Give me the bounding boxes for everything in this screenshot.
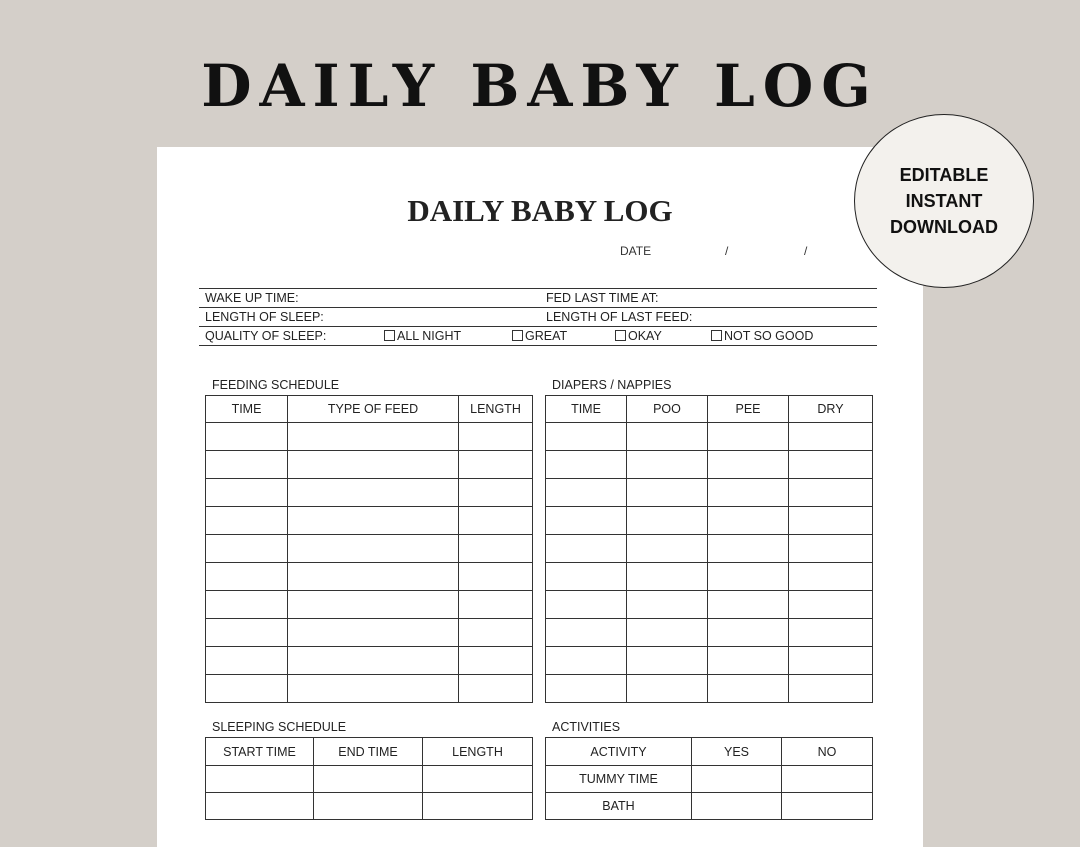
table-cell[interactable] [206, 619, 288, 647]
table-row [546, 451, 873, 479]
column-header: TYPE OF FEED [288, 396, 459, 423]
table-cell[interactable] [459, 619, 533, 647]
table-cell[interactable] [288, 479, 459, 507]
table-cell[interactable] [206, 451, 288, 479]
table-cell[interactable] [314, 766, 423, 793]
table-cell[interactable] [627, 563, 708, 591]
table-cell[interactable] [459, 479, 533, 507]
table-cell[interactable] [288, 507, 459, 535]
table-cell[interactable] [789, 451, 873, 479]
table-row [206, 793, 533, 820]
option-label: NOT SO GOOD [724, 329, 814, 343]
option-great[interactable] [512, 327, 567, 345]
table-header-row [206, 738, 533, 766]
table-row [546, 591, 873, 619]
feeding-table [205, 395, 533, 703]
table-row [206, 675, 533, 703]
table-cell[interactable] [206, 766, 314, 793]
table-cell[interactable] [288, 647, 459, 675]
table-cell[interactable] [789, 423, 873, 451]
checkbox-icon[interactable] [384, 330, 395, 341]
table-cell[interactable] [546, 619, 627, 647]
table-cell[interactable] [789, 619, 873, 647]
badge-line: EDITABLE [899, 165, 989, 185]
activities-label: ACTIVITIES [552, 720, 621, 734]
table-cell[interactable] [459, 675, 533, 703]
table-row [546, 423, 873, 451]
column-header: ACTIVITY [546, 738, 692, 766]
table-cell[interactable] [459, 535, 533, 563]
column-header: END TIME [314, 738, 423, 766]
column-header: NO [782, 738, 873, 766]
wake-up-time-label: WAKE UP TIME: [205, 291, 299, 305]
table-row [206, 647, 533, 675]
table-row [546, 647, 873, 675]
table-cell[interactable] [206, 479, 288, 507]
column-header: DRY [789, 396, 873, 423]
table-cell[interactable] [627, 423, 708, 451]
table-cell[interactable] [692, 793, 782, 820]
table-cell[interactable] [459, 563, 533, 591]
column-header: START TIME [206, 738, 314, 766]
table-cell[interactable] [206, 563, 288, 591]
table-row [206, 507, 533, 535]
table-row [546, 535, 873, 563]
table-header-row [206, 396, 533, 423]
table-cell[interactable] [546, 479, 627, 507]
option-label: GREAT [525, 329, 568, 343]
table-row [546, 766, 873, 793]
length-of-last-feed-label: LENGTH OF LAST FEED: [546, 310, 693, 324]
feeding-schedule-label: FEEDING SCHEDULE [212, 378, 340, 392]
table-cell[interactable] [708, 647, 789, 675]
table-cell[interactable] [288, 535, 459, 563]
checkbox-icon[interactable] [711, 330, 722, 341]
table-cell[interactable] [627, 675, 708, 703]
table-row [206, 563, 533, 591]
table-cell[interactable] [288, 619, 459, 647]
table-cell[interactable] [782, 793, 873, 820]
table-cell[interactable] [546, 423, 627, 451]
table-cell[interactable] [206, 423, 288, 451]
table-cell[interactable] [789, 647, 873, 675]
table-row [546, 507, 873, 535]
table-row [206, 535, 533, 563]
quality-of-sleep-label: QUALITY OF SLEEP: [205, 329, 327, 343]
column-header: TIME [546, 396, 627, 423]
table-cell[interactable] [708, 507, 789, 535]
table-cell[interactable] [288, 675, 459, 703]
column-header: PEE [708, 396, 789, 423]
badge-line: INSTANT [905, 191, 983, 211]
table-cell[interactable] [708, 591, 789, 619]
table-cell[interactable] [789, 591, 873, 619]
diapers-table [545, 395, 873, 703]
table-row [546, 619, 873, 647]
column-header: LENGTH [423, 738, 533, 766]
table-cell[interactable] [546, 647, 627, 675]
table-cell[interactable] [206, 591, 288, 619]
table-cell[interactable] [423, 766, 533, 793]
table-row [206, 766, 533, 793]
table-cell[interactable] [546, 563, 627, 591]
table-cell[interactable] [789, 535, 873, 563]
date-separator: / [725, 244, 729, 258]
option-label: ALL NIGHT [397, 329, 462, 343]
table-cell[interactable] [206, 675, 288, 703]
table-cell[interactable] [459, 507, 533, 535]
table-cell[interactable] [789, 675, 873, 703]
table-cell[interactable] [627, 619, 708, 647]
table-cell[interactable] [546, 591, 627, 619]
table-header-row [546, 396, 873, 423]
table-cell[interactable] [459, 591, 533, 619]
table-cell[interactable] [459, 451, 533, 479]
table-cell[interactable] [708, 451, 789, 479]
table-header-row [546, 738, 873, 766]
activity-name: TUMMY TIME [546, 766, 692, 793]
table-cell[interactable] [782, 766, 873, 793]
length-of-sleep-label: LENGTH OF SLEEP: [205, 310, 324, 324]
table-cell[interactable] [708, 619, 789, 647]
table-row [546, 563, 873, 591]
table-cell[interactable] [206, 535, 288, 563]
table-row [206, 591, 533, 619]
table-cell[interactable] [627, 451, 708, 479]
table-cell[interactable] [627, 479, 708, 507]
table-cell[interactable] [708, 423, 789, 451]
table-cell[interactable] [546, 451, 627, 479]
sleeping-table [205, 737, 533, 820]
table-cell[interactable] [288, 591, 459, 619]
option-all-night[interactable] [384, 327, 461, 345]
table-row [206, 619, 533, 647]
option-label: OKAY [628, 329, 662, 343]
diapers-label: DIAPERS / NAPPIES [552, 378, 672, 392]
info-row [199, 289, 877, 308]
option-not-so-good[interactable] [711, 327, 813, 345]
sheet-title: DAILY BABY LOG [407, 193, 673, 228]
table-cell[interactable] [627, 535, 708, 563]
table-cell[interactable] [627, 507, 708, 535]
table-row [546, 479, 873, 507]
table-cell[interactable] [546, 535, 627, 563]
table-row [546, 793, 873, 820]
info-row [199, 327, 877, 346]
table-cell[interactable] [206, 793, 314, 820]
info-row [199, 308, 877, 327]
column-header: POO [627, 396, 708, 423]
table-cell[interactable] [459, 647, 533, 675]
activities-table [545, 737, 873, 820]
column-header: TIME [206, 396, 288, 423]
table-cell[interactable] [708, 563, 789, 591]
table-row [206, 451, 533, 479]
table-cell[interactable] [288, 563, 459, 591]
log-sheet [157, 147, 923, 847]
table-row [206, 479, 533, 507]
table-cell[interactable] [789, 563, 873, 591]
table-cell[interactable] [206, 507, 288, 535]
table-cell[interactable] [692, 766, 782, 793]
table-cell[interactable] [627, 647, 708, 675]
table-cell[interactable] [288, 423, 459, 451]
table-cell[interactable] [314, 793, 423, 820]
table-cell[interactable] [708, 479, 789, 507]
activity-name: BATH [546, 793, 692, 820]
table-row [206, 423, 533, 451]
table-cell[interactable] [423, 793, 533, 820]
table-cell[interactable] [546, 675, 627, 703]
table-cell[interactable] [789, 479, 873, 507]
table-cell[interactable] [627, 591, 708, 619]
editable-download-badge [854, 114, 1034, 288]
table-cell[interactable] [708, 535, 789, 563]
badge-line: DOWNLOAD [890, 217, 998, 237]
table-cell[interactable] [459, 423, 533, 451]
date-label: DATE [620, 244, 652, 258]
option-okay[interactable] [615, 327, 662, 345]
table-cell[interactable] [708, 675, 789, 703]
column-header: YES [692, 738, 782, 766]
fed-last-time-label: FED LAST TIME AT: [546, 291, 659, 305]
date-separator: / [804, 244, 808, 258]
checkbox-icon[interactable] [615, 330, 626, 341]
column-header: LENGTH [459, 396, 533, 423]
table-cell[interactable] [546, 507, 627, 535]
banner-title: DAILY BABY LOG [201, 52, 879, 120]
checkbox-icon[interactable] [512, 330, 523, 341]
table-cell[interactable] [206, 647, 288, 675]
table-cell[interactable] [789, 507, 873, 535]
sleep-feed-summary [199, 288, 877, 346]
table-cell[interactable] [288, 451, 459, 479]
table-row [546, 675, 873, 703]
sleeping-schedule-label: SLEEPING SCHEDULE [212, 720, 347, 734]
